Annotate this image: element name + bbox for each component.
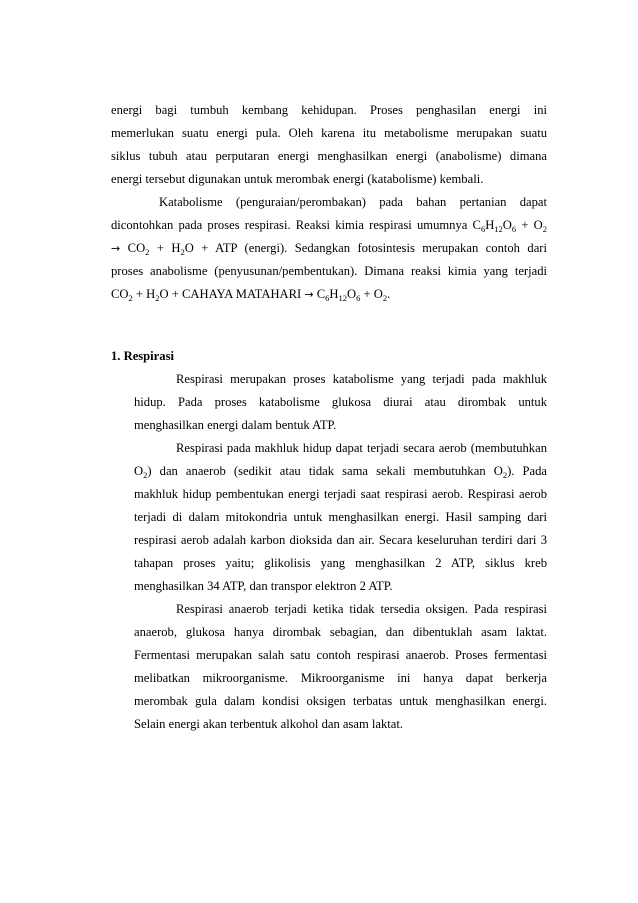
- paragraph-line: anaerob, glukosa hanya dirombak sebagian, dan dibentuklah asam laktat.: [134, 625, 547, 639]
- paragraph-line: Fermentasi merupakan salah satu contoh respirasi anaerob. Proses fermentasi: [134, 648, 547, 662]
- paragraph-line: tahapan proses yaitu; glikolisis yang menghasilkan 2 ATP, siklus kreb: [134, 556, 547, 570]
- paragraph-line: memerlukan suatu energi pula. Oleh karena itu metabolisme merupakan suatu: [111, 126, 547, 140]
- paragraph-line: merombak gula dalam kondisi oksigen terbatas untuk menghasilkan energi.: [134, 694, 547, 708]
- paragraph-line: makhluk hidup pembentukan energi terjadi saat respirasi aerob. Respirasi aerob: [134, 487, 547, 501]
- paragraph-line: hidup. Pada proses katabolisme glukosa diurai atau dirombak untuk: [134, 395, 547, 409]
- paragraph-line: Respirasi anaerob terjadi ketika tidak tersedia oksigen. Pada respirasi: [176, 602, 547, 616]
- paragraph-line: terjadi di dalam mitokondria untuk menghasilkan energi. Hasil samping dari: [134, 510, 547, 524]
- paragraph-line: Katabolisme (penguraian/perombakan) pada bahan pertanian dapat: [159, 195, 547, 209]
- arrow-right-icon: →: [304, 288, 314, 301]
- paragraph-line: menghasilkan 34 ATP, dan transpor elektron 2 ATP.: [134, 579, 393, 593]
- paragraph-line: siklus tubuh atau perputaran energi menghasilkan energi (anabolisme) dimana: [111, 149, 547, 163]
- paragraph-line: Respirasi merupakan proses katabolisme yang terjadi pada makhluk: [176, 372, 547, 386]
- section-heading: 1. Respirasi: [111, 349, 174, 363]
- paragraph-line: respirasi aerob adalah karbon dioksida dan air. Secara keseluruhan terdiri dari 3: [134, 533, 547, 547]
- paragraph-line: proses anabolisme (penyusunan/pembentukan). Dimana reaksi kimia yang terjadi: [111, 264, 547, 278]
- paragraph-line: energi bagi tumbuh kembang kehidupan. Proses penghasilan energi ini: [111, 103, 547, 117]
- paragraph-line: energi tersebut digunakan untuk merombak energi (katabolisme) kembali.: [111, 172, 484, 186]
- paragraph-line: Respirasi pada makhluk hidup dapat terjadi secara aerob (membutuhkan: [176, 441, 547, 455]
- arrow-right-icon: →: [111, 242, 121, 255]
- paragraph-line-formula: dicontohkan pada proses respirasi. Reaksi kimia respirasi umumnya $C_6H_{12}O_6 + O_2$: [111, 218, 547, 233]
- paragraph-line: melibatkan mikroorganisme. Mikroorganisme ini hanya dapat berkerja: [134, 671, 547, 685]
- paragraph-line: Selain energi akan terbentuk alkohol dan asam laktat.: [134, 717, 404, 731]
- paragraph-line-formula: $CO_2 + H_2O$ + CAHAYA MATAHARI → $C_6H_{12}O_6 + O_2$.: [111, 287, 391, 303]
- paragraph-line: menghasilkan energi dalam bentuk ATP.: [134, 418, 337, 432]
- paragraph-line-formula: $O_2$) dan anaerob (sedikit atau tidak sama sekali membutuhkan $O_2$). Pada: [134, 464, 547, 479]
- paragraph-line-formula: → $CO_2 + H_2O$ + ATP (energi). Sedangkan fotosintesis merupakan contoh dari: [111, 241, 547, 256]
